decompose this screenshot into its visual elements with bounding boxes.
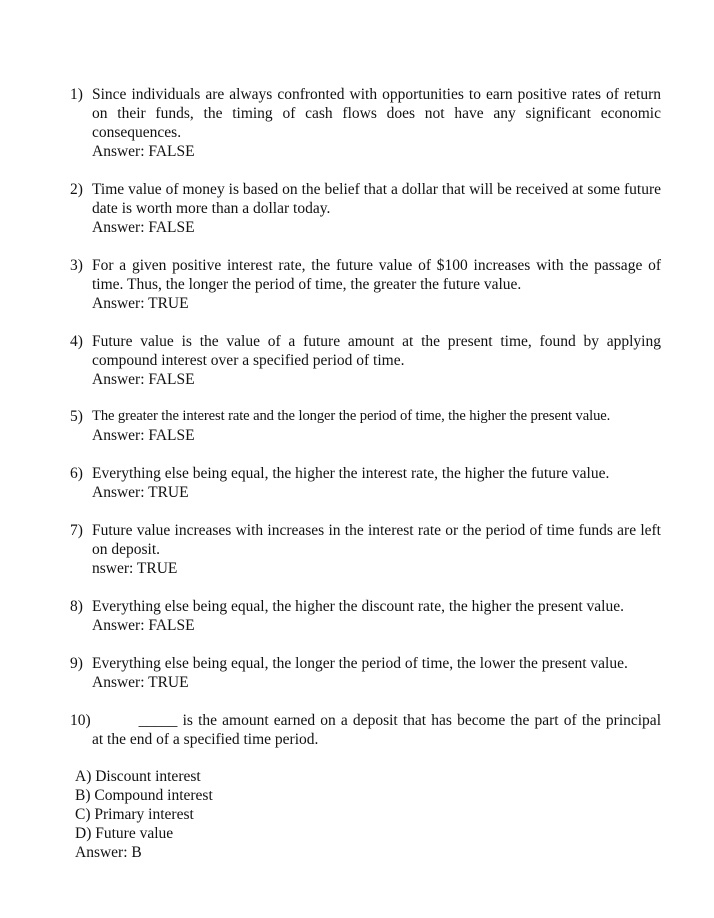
- question-number: 7): [70, 522, 83, 539]
- question-answer: Answer: FALSE: [92, 371, 195, 388]
- question-text-first-line: [70, 711, 661, 730]
- question-9: [70, 654, 661, 692]
- answer-options: [75, 767, 213, 862]
- question-text: Everything else being equal, the higher the interest rate, the higher the future value.: [92, 465, 610, 482]
- question-number: 10): [70, 712, 91, 729]
- question-answer: Answer: FALSE: [92, 427, 195, 444]
- question-3: [70, 256, 661, 313]
- question-text: [70, 711, 661, 749]
- question-text: Future value is the value of a future amount at the present time, found by applying compound interest over a specified period of time.: [92, 333, 661, 369]
- question-text: Everything else being equal, the higher the discount rate, the higher the present value.: [92, 598, 624, 615]
- question-6: [70, 464, 661, 502]
- question-text-rest: at the end of a specified time period.: [92, 731, 319, 748]
- question-text: Time value of money is based on the belief that a dollar that will be received at some future date is worth more than a dollar today.: [92, 181, 661, 217]
- question-number: 9): [70, 655, 83, 672]
- question-10: [70, 711, 661, 749]
- question-answer: Answer: FALSE: [92, 143, 195, 160]
- option-c: C) Primary interest: [75, 806, 194, 823]
- question-text: Everything else being equal, the longer the period of time, the lower the present value.: [92, 655, 628, 672]
- question-text-first: _____ is the amount earned on a deposit that has become the part of the principal: [138, 712, 661, 729]
- question-7: [70, 521, 661, 578]
- question-answer: nswer: TRUE: [92, 560, 178, 577]
- question-4: [70, 332, 661, 389]
- question-answer: Answer: TRUE: [92, 674, 189, 691]
- option-b: B) Compound interest: [75, 787, 213, 804]
- option-a: A) Discount interest: [75, 768, 201, 785]
- question-number: 8): [70, 598, 83, 615]
- question-text: The greater the interest rate and the longer the period of time, the higher the present value.: [92, 408, 611, 424]
- question-number: 4): [70, 333, 83, 350]
- question-answer: Answer: TRUE: [92, 484, 189, 501]
- question-number: 2): [70, 181, 83, 198]
- question-text: Since individuals are always confronted with opportunities to earn positive rates of return on their funds, the timing of cash flows does not have any significant economic consequences.: [92, 86, 661, 141]
- question-answer: Answer: TRUE: [92, 295, 189, 312]
- question-number: 6): [70, 465, 83, 482]
- question-answer: Answer: FALSE: [92, 617, 195, 634]
- question-1: [70, 85, 661, 161]
- question-5: [70, 407, 661, 445]
- question-2: [70, 180, 661, 237]
- question-number: 1): [70, 86, 83, 103]
- question-number: 3): [70, 257, 83, 274]
- question-text: For a given positive interest rate, the future value of $100 increases with the passage of time. Thus, the longer the period of time, the greater the future value.: [92, 257, 661, 293]
- question-text: Future value increases with increases in the interest rate or the period of time funds are left on deposit.: [92, 522, 661, 558]
- option-d: D) Future value: [75, 825, 174, 842]
- question-answer: Answer: B: [75, 844, 142, 861]
- question-8: [70, 597, 661, 635]
- question-number: 5): [70, 408, 83, 425]
- question-answer: Answer: FALSE: [92, 219, 195, 236]
